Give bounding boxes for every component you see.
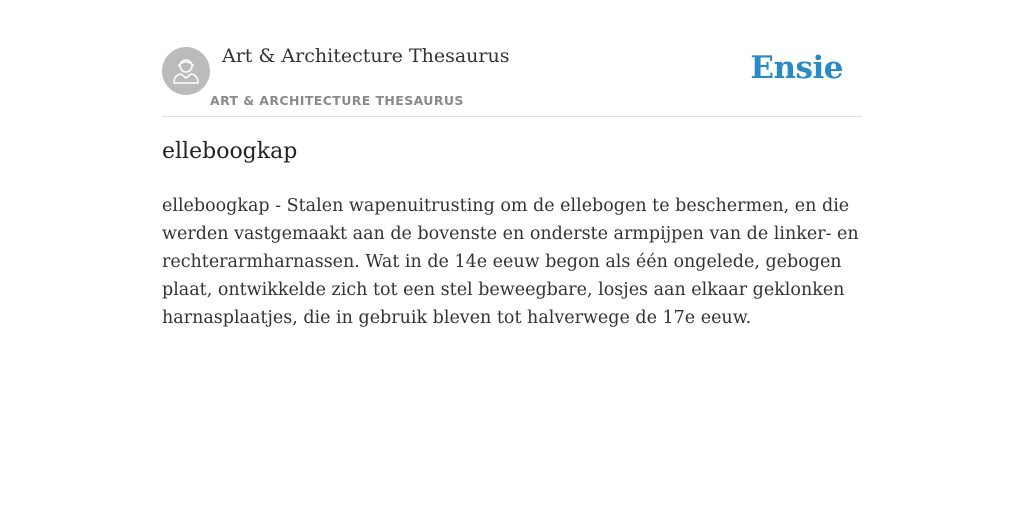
ensie-logo[interactable]: Ensie [750, 50, 843, 86]
author-name-link[interactable]: Art & Architecture Thesaurus [222, 45, 510, 67]
user-silhouette-icon [162, 47, 210, 95]
entry-header [162, 0, 862, 117]
source-label[interactable]: ART & ARCHITECTURE THESAURUS [210, 93, 464, 108]
page-content [162, 0, 862, 512]
author-avatar[interactable] [162, 47, 210, 95]
entry-definition: elleboogkap - Stalen wapenuitrusting om de ellebogen te beschermen, en die werden vastgemaakt aan de bovenste en onderste armpijpen van de linker- en rechterarmharnassen. Wat in de 14e eeuw begon als één ongelede, gebogen plaat, ontwikkelde zich tot een stel beweegbare, losjes aan elkaar geklonken harnasplaatjes, die in gebruik bleven tot halverwege de 17e eeuw. [162, 196, 859, 328]
entry-title: elleboogkap [162, 139, 298, 164]
